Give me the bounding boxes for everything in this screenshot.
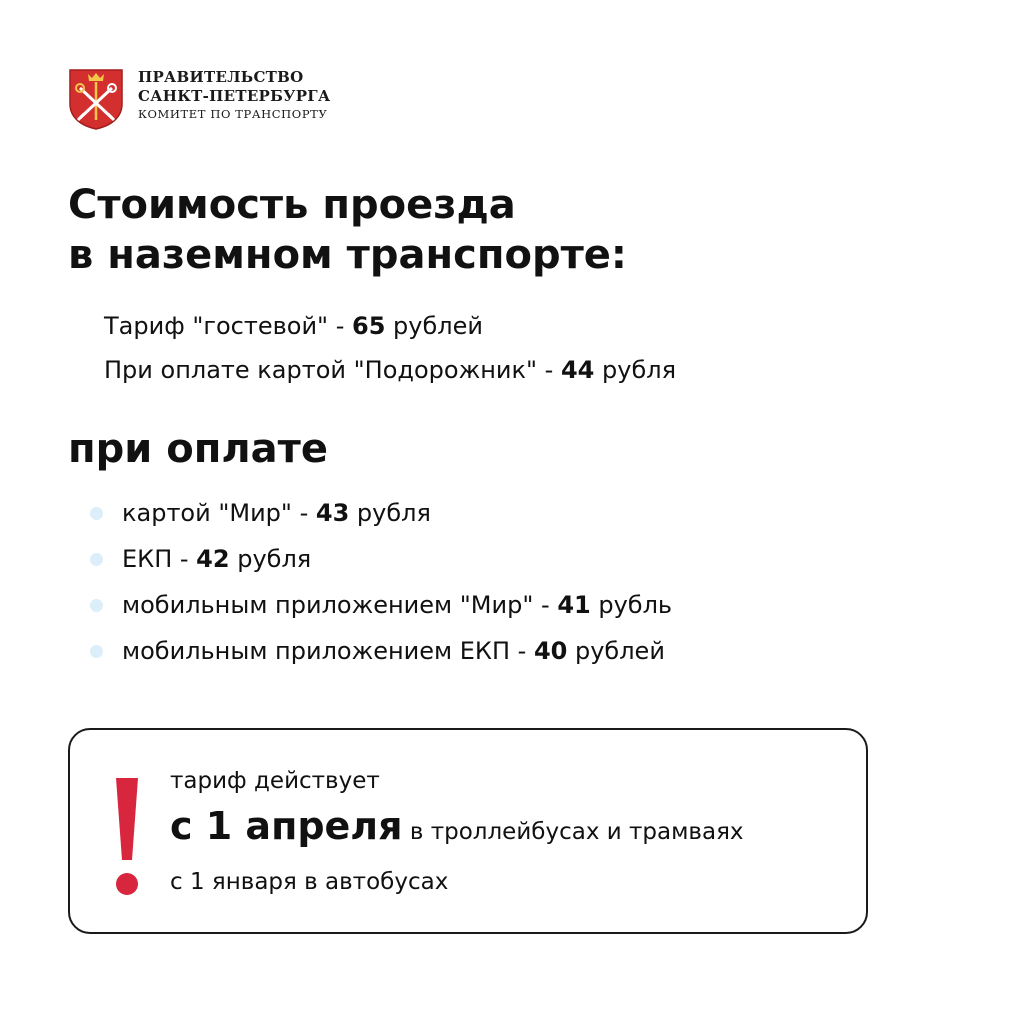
org-line2: САНКТ-ПЕТЕРБУРГА bbox=[138, 87, 331, 105]
notice-line2 bbox=[170, 798, 860, 862]
fare-guest: Тариф "гостевой" - 65 рублей bbox=[104, 312, 483, 340]
title-line2: в наземном транспорте: bbox=[68, 232, 627, 278]
list-item: ЕКП - 42 рубля bbox=[90, 536, 970, 582]
notice-box bbox=[68, 728, 868, 934]
fare-list bbox=[104, 304, 964, 392]
payment-heading: при оплате bbox=[68, 426, 328, 472]
org-line3: КОМИТЕТ ПО ТРАНСПОРТУ bbox=[138, 107, 328, 121]
org-line1: ПРАВИТЕЛЬСТВО bbox=[138, 68, 304, 86]
exclamation-icon bbox=[110, 772, 144, 902]
bullet-icon bbox=[90, 599, 103, 612]
notice-trolley-text: в троллейбусах и трамваях bbox=[402, 819, 744, 845]
notice-text bbox=[170, 764, 860, 902]
org-name bbox=[138, 68, 330, 123]
list-item: мобильным приложением ЕКП - 40 рублей bbox=[90, 628, 970, 674]
bullet-icon bbox=[90, 507, 103, 520]
header-logo bbox=[68, 68, 368, 132]
fare-podorozhnik: При оплате картой "Подорожник" - 44 рубля bbox=[104, 356, 677, 384]
bullet-icon bbox=[90, 553, 103, 566]
title-line1: Стоимость проезда bbox=[68, 182, 516, 228]
notice-line1: тариф действует bbox=[170, 768, 380, 794]
notice-line3: с 1 января в автобусах bbox=[170, 869, 449, 895]
notice-date-trolley: с 1 апреля bbox=[170, 804, 403, 848]
list-item: мобильным приложением "Мир" - 41 рубль bbox=[90, 582, 970, 628]
spb-coat-of-arms-icon bbox=[68, 68, 124, 130]
list-item: картой "Мир" - 43 рубля bbox=[90, 490, 970, 536]
page-title bbox=[68, 180, 968, 280]
bullet-icon bbox=[90, 645, 103, 658]
payment-list bbox=[90, 490, 970, 674]
